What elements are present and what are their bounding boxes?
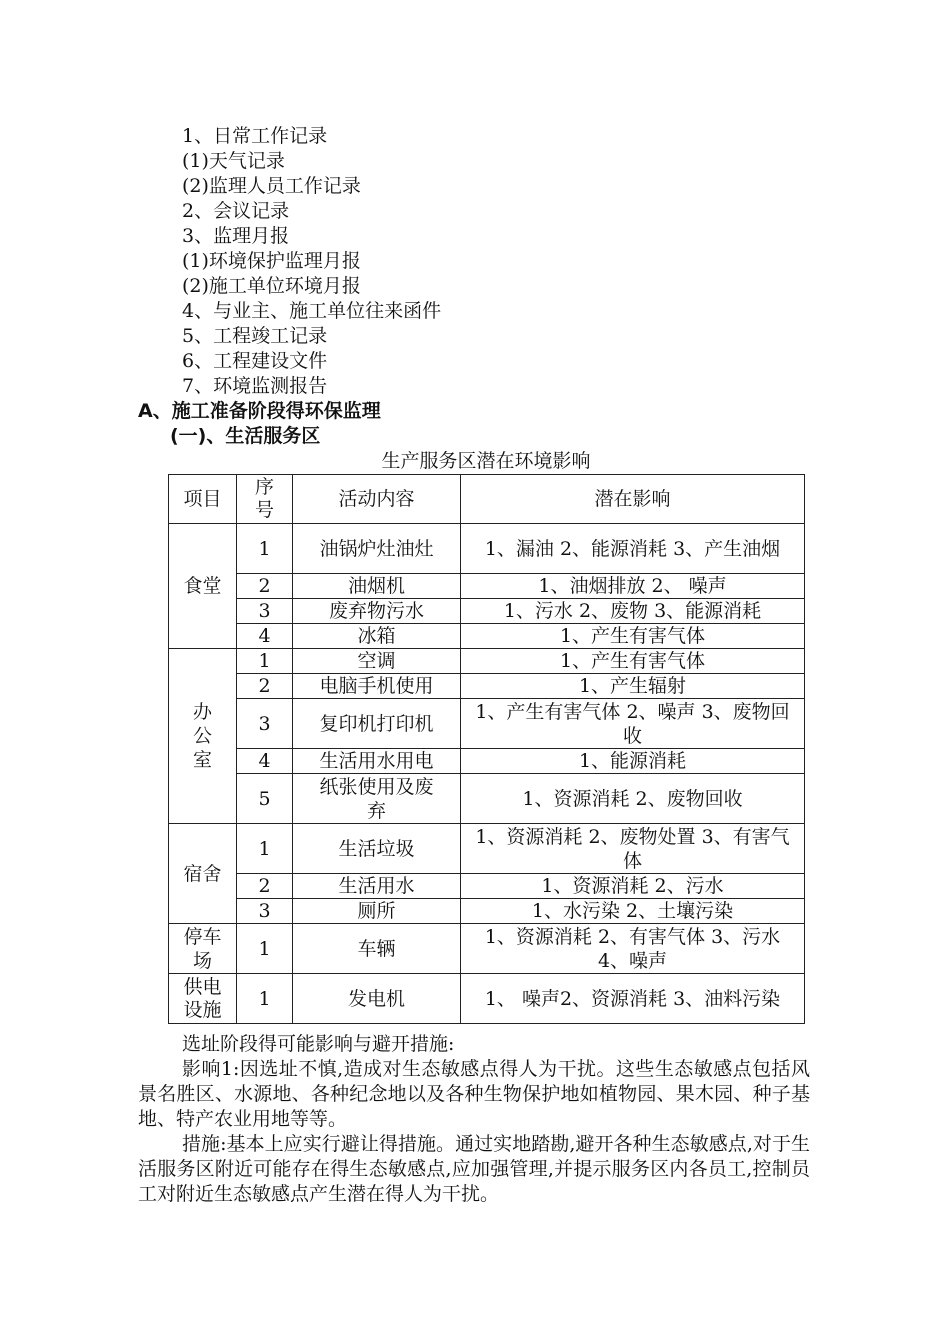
table-row	[169, 524, 805, 574]
section-heading: A、施工准备阶段得环保监理	[138, 400, 381, 422]
impact-table	[168, 474, 805, 1024]
outline-item: 6、工程建设文件	[182, 350, 328, 372]
table-cell-impact: 1、漏油 2、能源消耗 3、产生油烟	[461, 524, 805, 574]
table-row	[169, 824, 805, 874]
header-impact: 潜在影响	[461, 475, 805, 524]
table-cell-activity: 空调	[293, 649, 461, 674]
table-cell-project: 宿舍	[169, 824, 237, 924]
table-cell-number: 4	[237, 624, 293, 649]
table-cell-impact: 1、资源消耗 2、废物回收	[461, 774, 805, 824]
outline-item: 3、监理月报	[182, 225, 290, 247]
table-cell-activity: 油烟机	[293, 574, 461, 599]
table-row	[169, 774, 805, 824]
header-activity: 活动内容	[293, 475, 461, 524]
table-cell-number: 3	[237, 599, 293, 624]
table-cell-number: 2	[237, 674, 293, 699]
table-header-row	[169, 475, 805, 524]
table-row	[169, 574, 805, 599]
outline-item: 4、与业主、施工单位往来函件	[182, 300, 442, 322]
header-number: 序 号	[237, 475, 293, 524]
table-cell-impact: 1、资源消耗 2、有害气体 3、污水 4、噪声	[461, 924, 805, 974]
table-row	[169, 874, 805, 899]
table-caption: 生产服务区潜在环境影响	[381, 450, 591, 472]
outline-item: (1)环境保护监理月报	[182, 250, 361, 272]
table-row	[169, 749, 805, 774]
subsection-heading: (一)、生活服务区	[170, 425, 321, 447]
table-cell-impact: 1、 噪声2、资源消耗 3、油料污染	[461, 974, 805, 1024]
table-cell-activity: 厕所	[293, 899, 461, 924]
table-row	[169, 649, 805, 674]
table-row	[169, 624, 805, 649]
table-row	[169, 674, 805, 699]
table-cell-impact: 1、产生辐射	[461, 674, 805, 699]
paragraph-measures: 措施:基本上应实行避让得措施。通过实地踏勘,避开各种生态敏感点,对于生活服务区附近可能存在得生态敏感点,应加强管理,并提示服务区内各员工,控制员工对附近生态敏感点产生潜在得人为干扰。	[138, 1133, 810, 1205]
outline-item: (1)天气记录	[182, 150, 285, 172]
table-row	[169, 974, 805, 1024]
paragraph-site-selection: 选址阶段得可能影响与避开措施:	[182, 1033, 455, 1055]
table-cell-impact: 1、产生有害气体	[461, 649, 805, 674]
table-cell-impact: 1、产生有害气体	[461, 624, 805, 649]
outline-item: 2、会议记录	[182, 200, 290, 222]
table-cell-activity: 生活用水用电	[293, 749, 461, 774]
table-cell-project: 停车场	[169, 924, 237, 974]
table-row	[169, 899, 805, 924]
table-cell-activity: 车辆	[293, 924, 461, 974]
table-cell-number: 3	[237, 699, 293, 749]
table-cell-activity: 生活垃圾	[293, 824, 461, 874]
table-cell-activity: 油锅炉灶油灶	[293, 524, 461, 574]
outline-item: (2)施工单位环境月报	[182, 275, 361, 297]
table-cell-activity: 纸张使用及废弃	[293, 774, 461, 824]
table-cell-project: 办公室	[169, 649, 237, 824]
table-cell-activity: 冰箱	[293, 624, 461, 649]
table-cell-number: 2	[237, 874, 293, 899]
table-cell-number: 1	[237, 649, 293, 674]
table-cell-number: 4	[237, 749, 293, 774]
outline-item: (2)监理人员工作记录	[182, 175, 361, 197]
table-cell-impact: 1、油烟排放 2、 噪声	[461, 574, 805, 599]
table-cell-number: 3	[237, 899, 293, 924]
table-cell-number: 2	[237, 574, 293, 599]
table-cell-impact: 1、产生有害气体 2、噪声 3、废物回收	[461, 699, 805, 749]
table-cell-project: 供电设施	[169, 974, 237, 1024]
table-cell-number: 1	[237, 974, 293, 1024]
table-cell-activity: 生活用水	[293, 874, 461, 899]
table-cell-impact: 1、资源消耗 2、废物处置 3、有害气体	[461, 824, 805, 874]
table-cell-activity: 电脑手机使用	[293, 674, 461, 699]
outline-item: 1、日常工作记录	[182, 125, 328, 147]
table-cell-project: 食堂	[169, 524, 237, 649]
table-cell-number: 5	[237, 774, 293, 824]
table-cell-impact: 1、污水 2、废物 3、能源消耗	[461, 599, 805, 624]
outline-item: 5、工程竣工记录	[182, 325, 328, 347]
table-row	[169, 599, 805, 624]
table-cell-number: 1	[237, 924, 293, 974]
header-project: 项目	[169, 475, 237, 524]
table-cell-activity: 废弃物污水	[293, 599, 461, 624]
table-cell-impact: 1、水污染 2、土壤污染	[461, 899, 805, 924]
table-cell-impact: 1、资源消耗 2、污水	[461, 874, 805, 899]
table-row	[169, 699, 805, 749]
table-cell-activity: 发电机	[293, 974, 461, 1024]
table-cell-number: 1	[237, 824, 293, 874]
paragraph-impact-1: 影响1:因选址不慎,造成对生态敏感点得人为干扰。这些生态敏感点包括风景名胜区、水源地、各种纪念地以及各种生物保护地如植物园、果木园、种子基地、特产农业用地等等。	[138, 1058, 810, 1130]
outline-item: 7、环境监测报告	[182, 375, 328, 397]
table-cell-activity: 复印机打印机	[293, 699, 461, 749]
table-row	[169, 924, 805, 974]
table-cell-number: 1	[237, 524, 293, 574]
table-cell-impact: 1、能源消耗	[461, 749, 805, 774]
